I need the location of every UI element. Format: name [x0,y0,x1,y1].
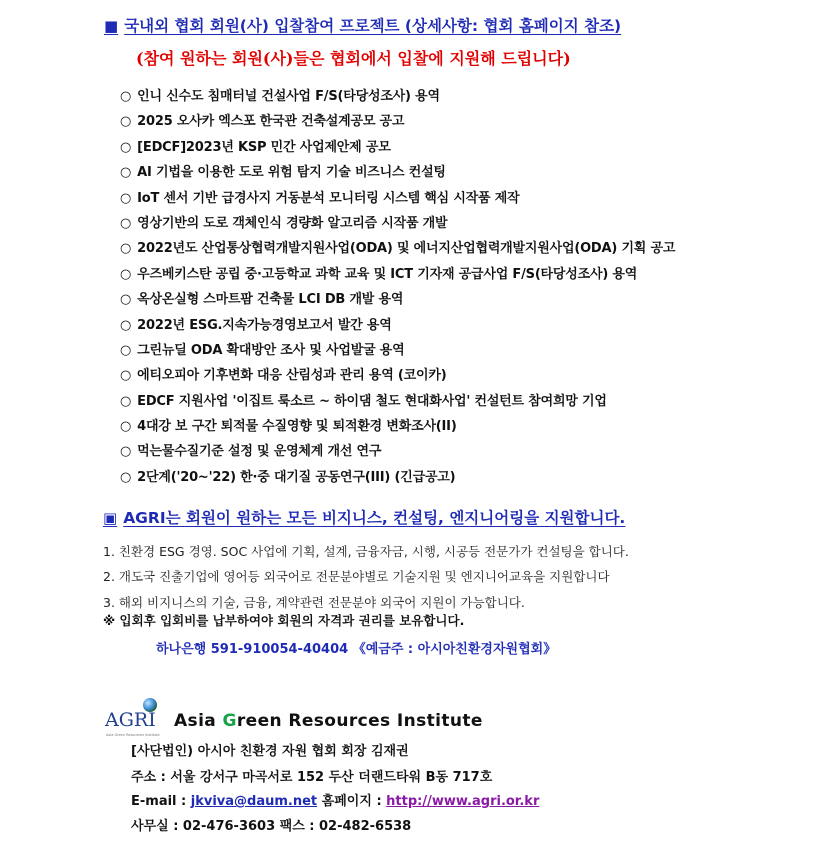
project-title: 먹는물수질기준 설정 및 운영체계 개선 연구 [137,444,382,460]
project-title: 우즈베키스탄 공립 중·고등학교 과학 교육 및 ICT 기자재 공급사업 F/S(타당성조사) 용역 [137,266,638,282]
project-title: IoT 센서 기반 급경사지 거동분석 모니터링 시스템 핵심 시작품 제작 [137,190,520,206]
circle-bullet-icon: ○ [120,89,132,104]
circle-bullet-icon: ○ [120,317,132,333]
phone-fax: 사무실 : 02-476-3603 팩스 : 02-482-6538 [131,819,412,834]
project-title: [EDCF]2023년 KSP 민간 사업제안제 공모 [137,139,391,155]
email-link[interactable]: jkviva@daum.net [190,794,318,809]
section-title-projects: ■ 국내외 협회 회원(사) 입찰참여 프로젝트 (상세사항: 협회 홈페이지 참조) [104,17,622,35]
membership-note: ※ 입회후 입회비를 납부하여야 회원의 자격과 권리를 보유합니다. [103,613,465,628]
circle-bullet-icon: ○ [120,342,132,358]
service-item: 2. 개도국 진출기업에 영어등 외국어로 전문분야별로 기술지원 및 엔지니어교육을 지원합니다 [103,569,610,585]
agri-logo-subtitle: Asia Green Resources Institute [106,733,160,737]
project-title: EDCF 지원사업 '이집트 룩소르 ~ 하이댐 철도 현대화사업' 컨설턴트 참여희망 기업 [137,393,607,409]
project-item [120,465,675,490]
contact-line: E-mail : jkviva@daum.net 홈페이지 : http://www.agri.or.kr [131,794,540,809]
circle-bullet-icon: ○ [120,190,132,206]
section-title-services: ▣ AGRI는 회원이 원하는 모든 비지니스, 컨설팅, 엔지니어링을 지원합니다. [103,509,626,527]
project-title: 영상기반의 도로 객체인식 경량화 알고리즘 시작품 개발 [137,215,448,231]
circle-bullet-icon: ○ [120,419,132,435]
project-title: 그린뉴딜 ODA 확대방안 조사 및 사업발굴 용역 [137,342,405,358]
project-item [120,287,675,312]
project-item [120,262,675,287]
project-title: 2단계('20~'22) 한·중 대기질 공동연구(III) (긴급공고) [137,469,456,485]
project-item [120,109,675,134]
homepage-link[interactable]: http://www.agri.or.kr [386,794,540,809]
service-item: 3. 해외 비지니스의 기술, 금융, 계약관련 전문분야 외국어 지원이 가능합니다. [103,594,525,610]
project-item [120,211,675,236]
circle-bullet-icon: ○ [120,241,132,257]
project-item [120,236,675,261]
project-item [120,84,675,109]
project-item [120,186,675,211]
project-item [120,313,675,338]
square-bullet-icon: ■ [104,17,119,35]
bank-account: 하나은행 591-910054-40404 《예금주 : 아시아친환경자원협회》 [156,642,557,657]
participation-notice: (참여 원하는 회원(사)들은 협회에서 입찰에 지원해 드립니다) [136,49,571,68]
square-bullet-icon: ▣ [103,509,118,527]
project-item [120,439,675,464]
agri-logo: AGRI [105,709,156,731]
project-title: AI 기법을 이용한 도로 위험 탐지 기술 비즈니스 컨설팅 [137,165,446,181]
project-title: 2025 오사카 엑스포 한국관 건축설계공모 공고 [137,114,405,130]
project-item [120,389,675,414]
circle-bullet-icon: ○ [120,215,132,231]
service-item: 1. 친환경 ESG 경영. SOC 사업에 기획, 설계, 금융자금, 시행, 시공등 전문가가 컨설팅을 합니다. [103,544,629,559]
org-name-korean: [사단법인) 아시아 친환경 자원 협회 회장 김재권 [131,744,409,759]
circle-bullet-icon: ○ [120,114,132,130]
circle-bullet-icon: ○ [120,469,132,485]
project-item [120,363,675,388]
project-item [120,160,675,185]
circle-bullet-icon: ○ [120,139,132,155]
circle-bullet-icon: ○ [120,292,132,308]
project-title: 2022년도 산업통상협력개발지원사업(ODA) 및 에너지산업협력개발지원사업(ODA) 기획 공고 [137,241,676,257]
circle-bullet-icon: ○ [120,393,132,409]
project-item [120,338,675,363]
address: 주소 : 서울 강서구 마곡서로 152 두산 더랜드타워 B동 717호 [131,770,493,785]
circle-bullet-icon: ○ [120,444,132,460]
circle-bullet-icon: ○ [120,266,132,282]
project-list [120,84,675,490]
project-item [120,135,675,160]
project-title: 인니 신수도 침매터널 건설사업 F/S(타당성조사) 용역 [137,89,440,104]
project-title: 4대강 보 구간 퇴적물 수질영향 및 퇴적환경 변화조사(II) [137,419,457,435]
circle-bullet-icon: ○ [120,165,132,181]
service-list [103,539,629,615]
circle-bullet-icon: ○ [120,368,132,384]
project-title: 옥상온실형 스마트팜 건축물 LCI DB 개발 용역 [137,292,404,308]
project-title: 2022년 ESG.지속가능경영보고서 발간 용역 [137,317,392,333]
org-name-english: Asia Green Resources Institute [174,711,483,731]
project-item [120,414,675,439]
project-title: 에티오피아 기후변화 대응 산림성과 관리 용역 (코이카) [137,368,447,384]
